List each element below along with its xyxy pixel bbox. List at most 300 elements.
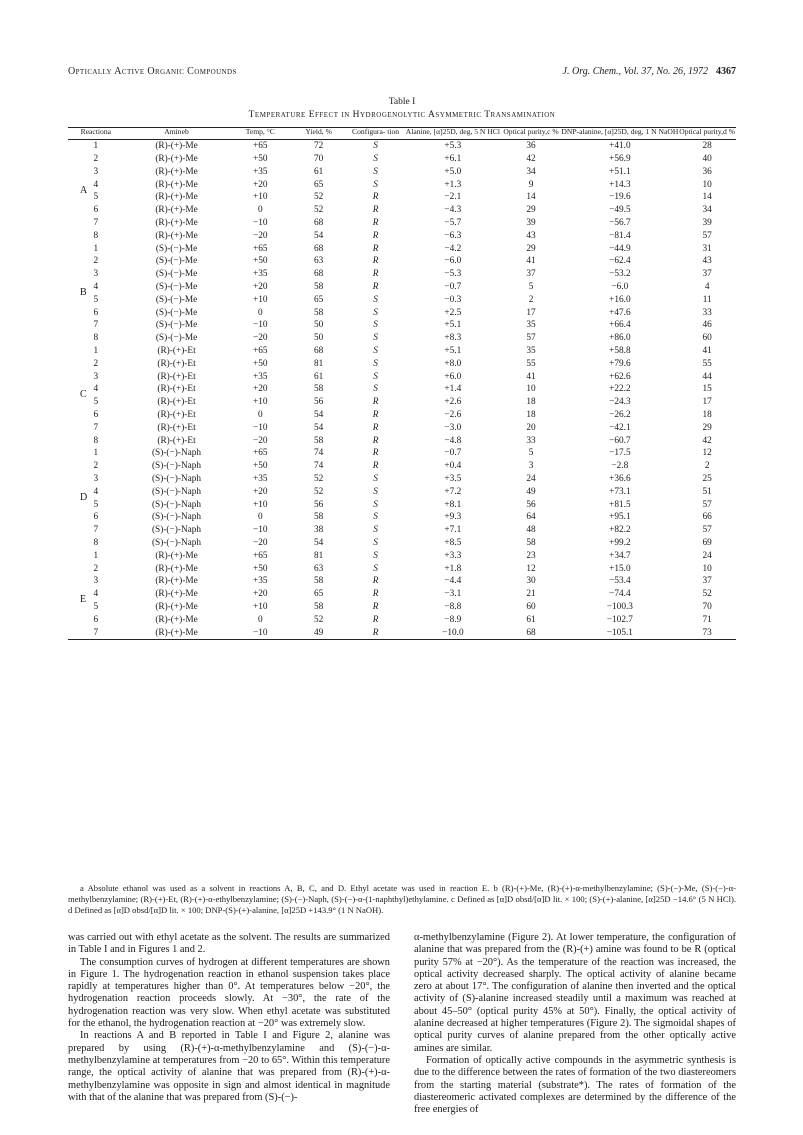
cell-alanine-rotation	[405, 563, 501, 576]
cell-dnp-alanine-rotation	[561, 358, 678, 371]
cell-configuration	[346, 524, 405, 537]
cell-value: 42	[702, 435, 712, 446]
cell-dnp-alanine-rotation	[561, 319, 678, 332]
cell-dnp-alanine-rotation	[561, 166, 678, 179]
cell-dnp-alanine-rotation	[561, 268, 678, 281]
cell-dnp-alanine-rotation	[561, 204, 678, 217]
cell-temperature	[229, 575, 291, 588]
cell-dnp-optical-purity	[678, 409, 736, 422]
column-header-configuration: Configura- tion	[352, 127, 400, 136]
cell-value: 1	[93, 448, 99, 459]
cell-value: +62.6	[609, 371, 631, 382]
cell-value: 52	[313, 192, 324, 203]
cell-value: +20	[253, 384, 268, 395]
cell-amine	[124, 268, 230, 281]
cell-value: 10	[702, 563, 712, 574]
cell-value: 68	[313, 269, 324, 280]
cell-amine	[124, 550, 230, 563]
table-row	[68, 319, 736, 332]
cell-configuration	[346, 307, 405, 320]
cell-value: (S)-(−)-Me	[155, 256, 198, 267]
cell-value: −10	[253, 627, 268, 638]
cell-dnp-optical-purity	[678, 435, 736, 448]
cell-value: 55	[526, 358, 536, 369]
cell-value: (S)-(−)-Me	[155, 294, 198, 305]
table-row	[68, 550, 736, 563]
cell-reaction	[68, 358, 124, 371]
cell-alanine-rotation	[405, 511, 501, 524]
cell-temperature	[229, 281, 291, 294]
cell-configuration	[346, 614, 405, 627]
cell-alanine-optical-purity	[501, 217, 562, 230]
cell-alanine-optical-purity	[501, 575, 562, 588]
table-row	[68, 230, 736, 243]
cell-value: +34.7	[609, 550, 631, 561]
cell-reaction	[68, 268, 124, 281]
cell-value: +8.1	[444, 499, 462, 510]
table-row	[68, 447, 736, 460]
cell-value: −62.4	[609, 256, 631, 267]
cell-reaction	[68, 255, 124, 268]
cell-temperature	[229, 524, 291, 537]
cell-reaction	[68, 396, 124, 409]
table-row	[68, 179, 736, 192]
cell-value: 72	[313, 141, 324, 152]
paragraph: α-methylbenzylamine (Figure 2). At lower temperature, the configuration of alanine that was prepared from the (R)-(+) amine was found to be R (optical purity 57% at −20°). As the temperature of the reaction was increased, the optical activity decreased sharply. The optical activity of alanine became zero at about 17°. The configuration of alanine then inverted and the optical activity of (S)-alanine increased steadily until a maximum was reached at about 45–50° (optical purity 45% at 50°). Finally, the optical activity of alanine decreased at higher temperatures (Figure 2). The sigmoidal shapes of optical purity curves of alanine prepared from the other optically active amines are similar.	[414, 932, 736, 1054]
table-row	[68, 499, 736, 512]
cell-value: 38	[313, 525, 324, 536]
cell-value: R	[372, 230, 379, 241]
column-header-yield: Yield, %	[305, 127, 332, 136]
cell-alanine-rotation	[405, 255, 501, 268]
cell-value: −44.9	[609, 243, 631, 254]
cell-value: −0.7	[444, 448, 462, 459]
cell-dnp-optical-purity	[678, 166, 736, 179]
cell-dnp-optical-purity	[678, 383, 736, 396]
cell-value: 49	[313, 627, 324, 638]
cell-alanine-rotation	[405, 358, 501, 371]
cell-alanine-rotation	[405, 332, 501, 345]
cell-value: 5	[93, 601, 99, 612]
cell-value: R	[372, 397, 379, 408]
cell-yield	[291, 524, 346, 537]
cell-value: +0.4	[444, 461, 462, 472]
cell-value: (R)-(+)-Et	[157, 384, 196, 395]
cell-value: (R)-(+)-Et	[157, 422, 196, 433]
cell-value: +6.1	[444, 154, 462, 165]
cell-dnp-optical-purity	[678, 281, 736, 294]
cell-alanine-optical-purity	[501, 243, 562, 256]
cell-value: 52	[702, 589, 712, 600]
cell-dnp-alanine-rotation	[561, 473, 678, 486]
cell-temperature	[229, 217, 291, 230]
cell-alanine-optical-purity	[501, 499, 562, 512]
cell-temperature	[229, 627, 291, 640]
cell-yield	[291, 255, 346, 268]
cell-temperature	[229, 307, 291, 320]
cell-amine	[124, 345, 230, 358]
cell-yield	[291, 563, 346, 576]
cell-alanine-optical-purity	[501, 460, 562, 473]
journal-reference: J. Org. Chem., Vol. 37, No. 26, 1972	[562, 66, 708, 77]
cell-temperature	[229, 588, 291, 601]
table-row	[68, 601, 736, 614]
cell-alanine-optical-purity	[501, 281, 562, 294]
cell-yield	[291, 153, 346, 166]
cell-value: 57	[702, 230, 712, 241]
table-caption	[68, 96, 736, 122]
cell-value: S	[373, 320, 378, 331]
cell-value: +86.0	[609, 333, 631, 344]
cell-value: 2	[93, 461, 99, 472]
cell-reaction	[68, 537, 124, 550]
cell-value: 1	[93, 346, 99, 357]
cell-reaction	[68, 153, 124, 166]
cell-value: 58	[313, 307, 324, 318]
cell-dnp-optical-purity	[678, 563, 736, 576]
cell-configuration	[346, 294, 405, 307]
cell-amine	[124, 537, 230, 550]
cell-dnp-optical-purity	[678, 255, 736, 268]
cell-dnp-optical-purity	[678, 537, 736, 550]
cell-amine	[124, 563, 230, 576]
cell-value: (S)-(−)-Naph	[151, 499, 202, 510]
cell-yield	[291, 383, 346, 396]
table-row	[68, 268, 736, 281]
cell-value: R	[372, 461, 379, 472]
cell-alanine-rotation	[405, 371, 501, 384]
cell-value: 52	[313, 486, 324, 497]
cell-value: 56	[313, 499, 324, 510]
cell-alanine-rotation	[405, 294, 501, 307]
cell-alanine-rotation	[405, 435, 501, 448]
cell-value: 4	[93, 384, 99, 395]
cell-reaction	[68, 447, 124, 460]
cell-value: 43	[702, 256, 712, 267]
footnote-text: a Absolute ethanol was used as a solvent in reactions A, B, C, and D. Ethyl acetate was used in reaction E. b (R)-(+)-Me, (R)-(+)-α-methylbenzylamine; (S)-(−)-Me, (S)-(−)-α-methylbenzylamine; (R)-(+)-Et, (R)-(+)-α-ethylbenzylamine; (S)-(−)-Naph, (S)-(−)-α-(1-naphthyl)ethylamine. c Defined as [α]D obsd/[α]D lit. × 100; (S)-(+)-alanine, [α]25D −14.6° (5 N HCl). d Defined as [α]D obsd/[α]D lit. × 100; DNP-(S)-(+)-alanine, [α]25D +143.9° (1 N NaOH).	[68, 883, 736, 916]
cell-value: S	[373, 141, 378, 152]
cell-value: +14.3	[609, 179, 631, 190]
cell-value: +10	[253, 499, 268, 510]
cell-yield	[291, 601, 346, 614]
cell-amine	[124, 217, 230, 230]
cell-amine	[124, 166, 230, 179]
cell-amine	[124, 191, 230, 204]
cell-value: −0.7	[444, 282, 462, 293]
cell-amine	[124, 281, 230, 294]
cell-configuration	[346, 358, 405, 371]
cell-dnp-alanine-rotation	[561, 511, 678, 524]
cell-alanine-optical-purity	[501, 473, 562, 486]
cell-alanine-rotation	[405, 230, 501, 243]
cell-configuration	[346, 268, 405, 281]
cell-alanine-rotation	[405, 524, 501, 537]
cell-amine	[124, 409, 230, 422]
cell-value: 37	[702, 576, 712, 587]
cell-alanine-optical-purity	[501, 524, 562, 537]
cell-reaction	[68, 217, 124, 230]
cell-value: 3	[528, 461, 534, 472]
cell-value: 52	[313, 205, 324, 216]
cell-value: +50	[253, 154, 268, 165]
cell-yield	[291, 307, 346, 320]
table-row	[68, 422, 736, 435]
body-column-right	[414, 932, 736, 1116]
cell-dnp-alanine-rotation	[561, 575, 678, 588]
cell-value: −81.4	[609, 230, 631, 241]
cell-value: S	[373, 525, 378, 536]
cell-value: 54	[313, 422, 324, 433]
cell-value: 5	[93, 192, 99, 203]
cell-value: 57	[702, 525, 712, 536]
cell-value: 2	[704, 461, 710, 472]
cell-value: 70	[313, 154, 324, 165]
cell-yield	[291, 281, 346, 294]
cell-configuration	[346, 486, 405, 499]
cell-yield	[291, 435, 346, 448]
cell-alanine-rotation	[405, 601, 501, 614]
cell-reaction	[68, 614, 124, 627]
cell-alanine-rotation	[405, 345, 501, 358]
cell-configuration	[346, 345, 405, 358]
cell-yield	[291, 230, 346, 243]
cell-value: 56	[526, 499, 536, 510]
cell-alanine-rotation	[405, 614, 501, 627]
cell-alanine-optical-purity	[501, 307, 562, 320]
cell-yield	[291, 409, 346, 422]
cell-amine	[124, 460, 230, 473]
cell-alanine-optical-purity	[501, 204, 562, 217]
cell-configuration	[346, 575, 405, 588]
cell-value: 5	[93, 499, 99, 510]
cell-value: +5.0	[444, 166, 462, 177]
cell-alanine-optical-purity	[501, 409, 562, 422]
cell-value: S	[373, 294, 378, 305]
cell-dnp-alanine-rotation	[561, 332, 678, 345]
table-row	[68, 345, 736, 358]
cell-configuration	[346, 140, 405, 153]
table-row	[68, 486, 736, 499]
cell-reaction	[68, 435, 124, 448]
cell-value: 51	[702, 486, 712, 497]
table-row	[68, 383, 736, 396]
cell-value: (S)-(−)-Me	[155, 243, 198, 254]
cell-temperature	[229, 511, 291, 524]
cell-alanine-optical-purity	[501, 179, 562, 192]
cell-configuration	[346, 588, 405, 601]
cell-value: S	[373, 512, 378, 523]
cell-value: 29	[526, 205, 536, 216]
cell-value: 48	[526, 525, 536, 536]
table-row	[68, 614, 736, 627]
cell-reaction	[68, 422, 124, 435]
cell-yield	[291, 422, 346, 435]
cell-value: +10	[253, 192, 268, 203]
cell-dnp-alanine-rotation	[561, 588, 678, 601]
cell-reaction	[68, 294, 124, 307]
cell-value: S	[373, 346, 378, 357]
cell-value: +82.2	[609, 525, 631, 536]
cell-value: +56.9	[609, 154, 631, 165]
cell-dnp-alanine-rotation	[561, 614, 678, 627]
cell-value: +65	[253, 346, 268, 357]
cell-temperature	[229, 537, 291, 550]
cell-value: +1.8	[444, 563, 462, 574]
cell-value: R	[372, 205, 379, 216]
cell-value: 0	[257, 614, 263, 625]
cell-value: +20	[253, 589, 268, 600]
cell-alanine-rotation	[405, 243, 501, 256]
cell-value: (R)-(+)-Me	[155, 179, 198, 190]
cell-value: −42.1	[609, 422, 631, 433]
cell-dnp-alanine-rotation	[561, 550, 678, 563]
cell-dnp-alanine-rotation	[561, 601, 678, 614]
cell-alanine-rotation	[405, 268, 501, 281]
cell-dnp-alanine-rotation	[561, 435, 678, 448]
cell-temperature	[229, 499, 291, 512]
cell-value: 61	[313, 166, 324, 177]
cell-value: 58	[313, 601, 324, 612]
cell-value: 54	[313, 410, 324, 421]
cell-temperature	[229, 601, 291, 614]
cell-value: +50	[253, 461, 268, 472]
cell-value: +50	[253, 358, 268, 369]
cell-amine	[124, 332, 230, 345]
cell-value: 10	[526, 384, 536, 395]
cell-dnp-optical-purity	[678, 396, 736, 409]
cell-reaction	[68, 627, 124, 640]
cell-dnp-optical-purity	[678, 204, 736, 217]
cell-value: +8.5	[444, 538, 462, 548]
cell-value: 29	[702, 422, 712, 433]
page-number: 4367	[716, 66, 736, 77]
cell-temperature	[229, 332, 291, 345]
cell-value: (R)-(+)-Et	[157, 358, 196, 369]
cell-yield	[291, 345, 346, 358]
table-row	[68, 460, 736, 473]
cell-dnp-optical-purity	[678, 601, 736, 614]
cell-value: 58	[313, 512, 324, 523]
cell-yield	[291, 537, 346, 550]
cell-reaction	[68, 332, 124, 345]
cell-value: +65	[253, 448, 268, 459]
cell-temperature	[229, 460, 291, 473]
cell-value: −10	[253, 320, 268, 331]
cell-value: 23	[526, 550, 536, 561]
cell-value: S	[373, 166, 378, 177]
cell-yield	[291, 627, 346, 640]
cell-value: 61	[313, 371, 324, 382]
cell-value: 6	[93, 307, 99, 318]
cell-value: −49.5	[609, 205, 631, 216]
cell-alanine-rotation	[405, 179, 501, 192]
cell-dnp-optical-purity	[678, 575, 736, 588]
cell-dnp-optical-purity	[678, 268, 736, 281]
cell-alanine-optical-purity	[501, 601, 562, 614]
cell-yield	[291, 588, 346, 601]
cell-value: 70	[702, 601, 712, 612]
cell-dnp-optical-purity	[678, 332, 736, 345]
cell-value: −4.3	[444, 205, 462, 216]
cell-temperature	[229, 166, 291, 179]
column-header-dnp-optical-purity: Optical purity,d %	[679, 127, 736, 136]
cell-value: +7.1	[444, 525, 462, 536]
cell-value: 0	[257, 410, 263, 421]
cell-value: −26.2	[609, 410, 631, 421]
cell-configuration	[346, 422, 405, 435]
cell-value: 5	[528, 282, 534, 293]
cell-dnp-alanine-rotation	[561, 281, 678, 294]
cell-value: 20	[526, 422, 536, 433]
cell-dnp-alanine-rotation	[561, 294, 678, 307]
cell-dnp-optical-purity	[678, 550, 736, 563]
table-row	[68, 140, 736, 153]
journal-citation	[563, 66, 736, 77]
cell-yield	[291, 358, 346, 371]
cell-temperature	[229, 345, 291, 358]
cell-dnp-optical-purity	[678, 511, 736, 524]
cell-value: +66.4	[609, 320, 631, 331]
cell-yield	[291, 140, 346, 153]
cell-value: 6	[93, 205, 99, 216]
cell-amine	[124, 511, 230, 524]
cell-value: 1	[93, 243, 99, 254]
paragraph: In reactions A and B reported in Table I and Figure 2, alanine was prepared by using (R)-(+)-α-methylbenzylamine and (S)-(−)-α-methylbenzylamine at temperatures from −20 to 65°. Within this temperature range, the optical activity of alanine that was prepared from (R)-(+)-α-methylbenzylamine was opposite in sign and almost identical in magnitude with that of the alanine that was prepared from (S)-(−)-	[68, 1030, 390, 1103]
cell-dnp-optical-purity	[678, 153, 736, 166]
cell-value: 58	[313, 435, 324, 446]
table-row	[68, 294, 736, 307]
cell-value: 52	[313, 474, 324, 485]
cell-dnp-optical-purity	[678, 307, 736, 320]
cell-value: −100.3	[606, 601, 633, 612]
cell-configuration	[346, 255, 405, 268]
cell-value: 60	[526, 601, 536, 612]
reaction-group-label: D	[80, 491, 88, 503]
cell-amine	[124, 588, 230, 601]
cell-value: −56.7	[609, 218, 631, 229]
cell-reaction	[68, 166, 124, 179]
cell-value: −17.5	[609, 448, 631, 459]
cell-value: −6.3	[444, 230, 462, 241]
cell-amine	[124, 153, 230, 166]
cell-value: R	[372, 627, 379, 638]
cell-value: 63	[313, 256, 324, 267]
table-row	[68, 473, 736, 486]
cell-reaction	[68, 486, 124, 503]
cell-configuration	[346, 537, 405, 550]
cell-value: R	[372, 576, 379, 587]
reaction-group-label: E	[80, 594, 87, 606]
cell-amine	[124, 319, 230, 332]
cell-value: −10	[253, 525, 268, 536]
cell-configuration	[346, 460, 405, 473]
paragraph: The consumption curves of hydrogen at different temperatures are shown in Figure 1. The hydrogenation reaction in ethanol suspension takes place rapidly at temperatures higher than 0°. At temperatures below −20°, the hydrogenation reaction proceeds slowly. At −30°, the rate of the hydrogenation reaction was very slow. When ethyl acetate was substituted for the ethanol, the hydrogenation reaction at −20° was extremely slow.	[68, 956, 390, 1030]
cell-amine	[124, 486, 230, 499]
cell-value: −60.7	[609, 435, 631, 446]
cell-value: (S)-(−)-Me	[155, 333, 198, 344]
cell-yield	[291, 243, 346, 256]
cell-alanine-rotation	[405, 409, 501, 422]
cell-alanine-rotation	[405, 191, 501, 204]
cell-alanine-optical-purity	[501, 550, 562, 563]
cell-alanine-rotation	[405, 217, 501, 230]
cell-alanine-optical-purity	[501, 140, 562, 153]
cell-temperature	[229, 473, 291, 486]
column-header-alanine-rotation: Alanine, [α]25D, deg, 5 N HCl	[405, 127, 500, 136]
cell-value: 5	[93, 294, 99, 305]
cell-yield	[291, 179, 346, 192]
cell-amine	[124, 358, 230, 371]
